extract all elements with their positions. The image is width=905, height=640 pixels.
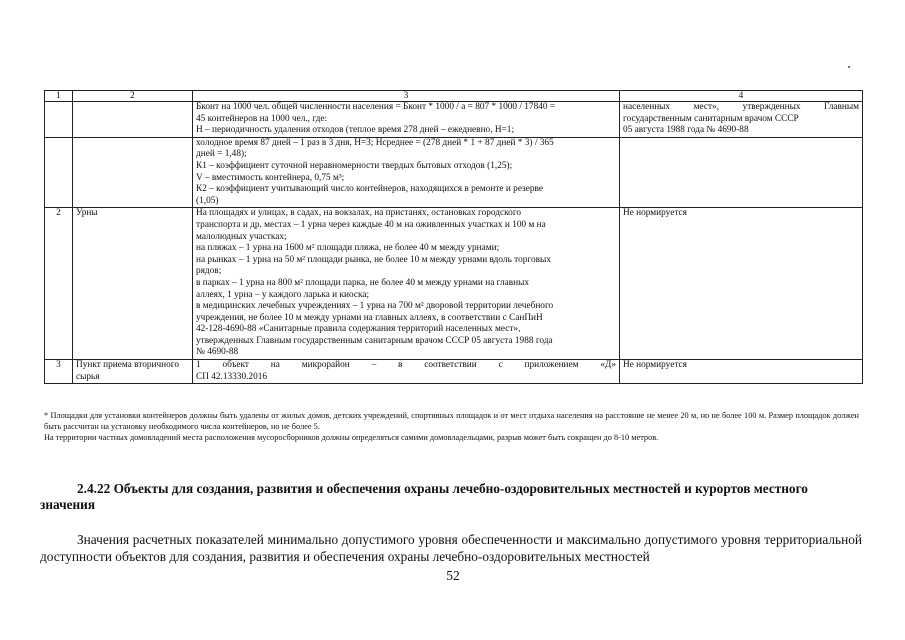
norm-text [193, 102, 620, 138]
note-line: населенных мест», утвержденных Главным [623, 102, 859, 112]
text-line: СП 42.13330.2016 [196, 371, 268, 382]
table-row-recycling [45, 360, 863, 384]
norm-text [193, 137, 620, 208]
standards-table [44, 90, 863, 384]
norm-text [193, 360, 620, 384]
text-line: на пляжах – 1 урна на 1600 м² площади пляжа, не более 40 м между урнами; [196, 243, 500, 254]
column-header: 2 [73, 91, 193, 102]
row-number: 3 [45, 360, 73, 384]
norm-note [620, 137, 863, 208]
page-number: 52 [446, 568, 460, 583]
note-line: Не нормируется [623, 208, 687, 219]
text-line: Бконт на 1000 чел. общей численности населения = Бконт * 1000 / а = 807 * 1000 / 17840 = [196, 102, 556, 112]
text-line: 1 объект на микрорайон – в соответствии с приложением «Д» [196, 360, 616, 371]
text-line: утвержденных Главным государственным санитарным врачом СССР 05 августа 1988 года [196, 335, 553, 346]
text-line: в парках – 1 урна на 800 м² площади парка, не более 40 м между урнами на главных [196, 277, 530, 288]
text-line: на рынках – 1 урна на 50 м² площади рынка, не более 10 м между урнами вдоль торговых [196, 254, 551, 265]
norm-note [620, 360, 863, 384]
text-line: малолюдных участках; [196, 231, 287, 242]
text-line: 45 контейнеров на 1000 чел., где: [196, 113, 328, 124]
text-line: Н – периодичность удаления отходов (теплое время 278 дней – ежедневно, Н=1; [196, 125, 515, 136]
row-number [45, 102, 73, 138]
object-name [73, 137, 193, 208]
table-row-urns [45, 208, 863, 360]
text-line: в медицинских лечебных учреждениях – 1 урна на 700 м² дворовой территории лечебного [196, 301, 554, 312]
text-line: К1 – коэффициент суточной неравномерности твердых бытовых отходов (1,25); [196, 160, 513, 171]
row-number [45, 137, 73, 208]
scan-speck [848, 66, 850, 68]
text-line: аллеях, 1 урна – у каждого ларька и киоска; [196, 289, 370, 300]
object-name [73, 102, 193, 138]
note-line: Не нормируется [623, 360, 687, 371]
note-line: государственным санитарным врачом СССР [623, 113, 799, 124]
text-line: № 4690-88 [196, 347, 239, 358]
norm-note [620, 102, 863, 138]
column-header: 1 [45, 91, 73, 102]
table-row-containers-cont [45, 102, 863, 138]
table-footnotes [44, 410, 859, 444]
note-line: 05 августа 1988 года № 4690-88 [623, 125, 749, 136]
text-line: дней = 1,48); [196, 149, 247, 160]
row-number: 2 [45, 208, 73, 360]
text-line: V – вместимость контейнера, 0,75 м³; [196, 172, 345, 183]
text-line: 42-128-4690-88 «Санитарные правила содержания территорий населенных мест», [196, 324, 521, 335]
object-name: Пункт приема вторичного сырья [73, 360, 193, 384]
text-line: рядов; [196, 266, 222, 277]
column-header: 4 [620, 91, 863, 102]
text-line: транспорта и др. местах – 1 урна через каждые 40 м на оживленных участках и 100 м на [196, 219, 546, 230]
text-line: учреждения, не более 10 м между урнами на главных аллеях, в соответствии с СанПиН [196, 312, 543, 323]
body-paragraph: Значения расчетных показателей минимально допустимого уровня обеспеченности и максимально допустимого уровня территориальной доступности объектов для создания, развития и обеспечения охраны лечебно-оздоровительных местностей [40, 532, 862, 564]
object-name: Урны [73, 208, 193, 360]
section-heading: 2.4.22 Объекты для создания, развития и обеспечения охраны лечебно-оздоровительных местностей и курортов местного значения [40, 481, 808, 512]
norm-note [620, 208, 863, 360]
text-line: На площадях и улицах, в садах, на вокзалах, на пристанях, остановках городского [196, 208, 522, 219]
text-line: холодное время 87 дней – 1 раз в 3 дня, Н=3; Нсреднее = (278 дней * 1 + 87 дней * 3) / 365 [196, 137, 554, 148]
norm-text [193, 208, 620, 360]
table-row-containers-cont2 [45, 137, 863, 208]
text-line: (1,05) [196, 195, 219, 206]
table-header-row [45, 91, 863, 102]
footnote: На территории частных домовладений места расположения мусоросборников должны определяться самими домовладельцами, разрыв может быть сокращен до 8-10 метров. [44, 433, 659, 443]
text-line: К2 – коэффициент учитывающий число контейнеров, находящихся в ремонте и резерве [196, 184, 543, 195]
column-header: 3 [193, 91, 620, 102]
footnote: * Площадки для установки контейнеров должны быть удалены от жилых домов, детских учреждений, спортивных площадок и от мест отдыха населения на расстояние не менее 20 м, но не более 100 м. Размер площадок должен быть рассчитан на установку необходимого числа контейнеров, но не более 5. [44, 411, 859, 432]
